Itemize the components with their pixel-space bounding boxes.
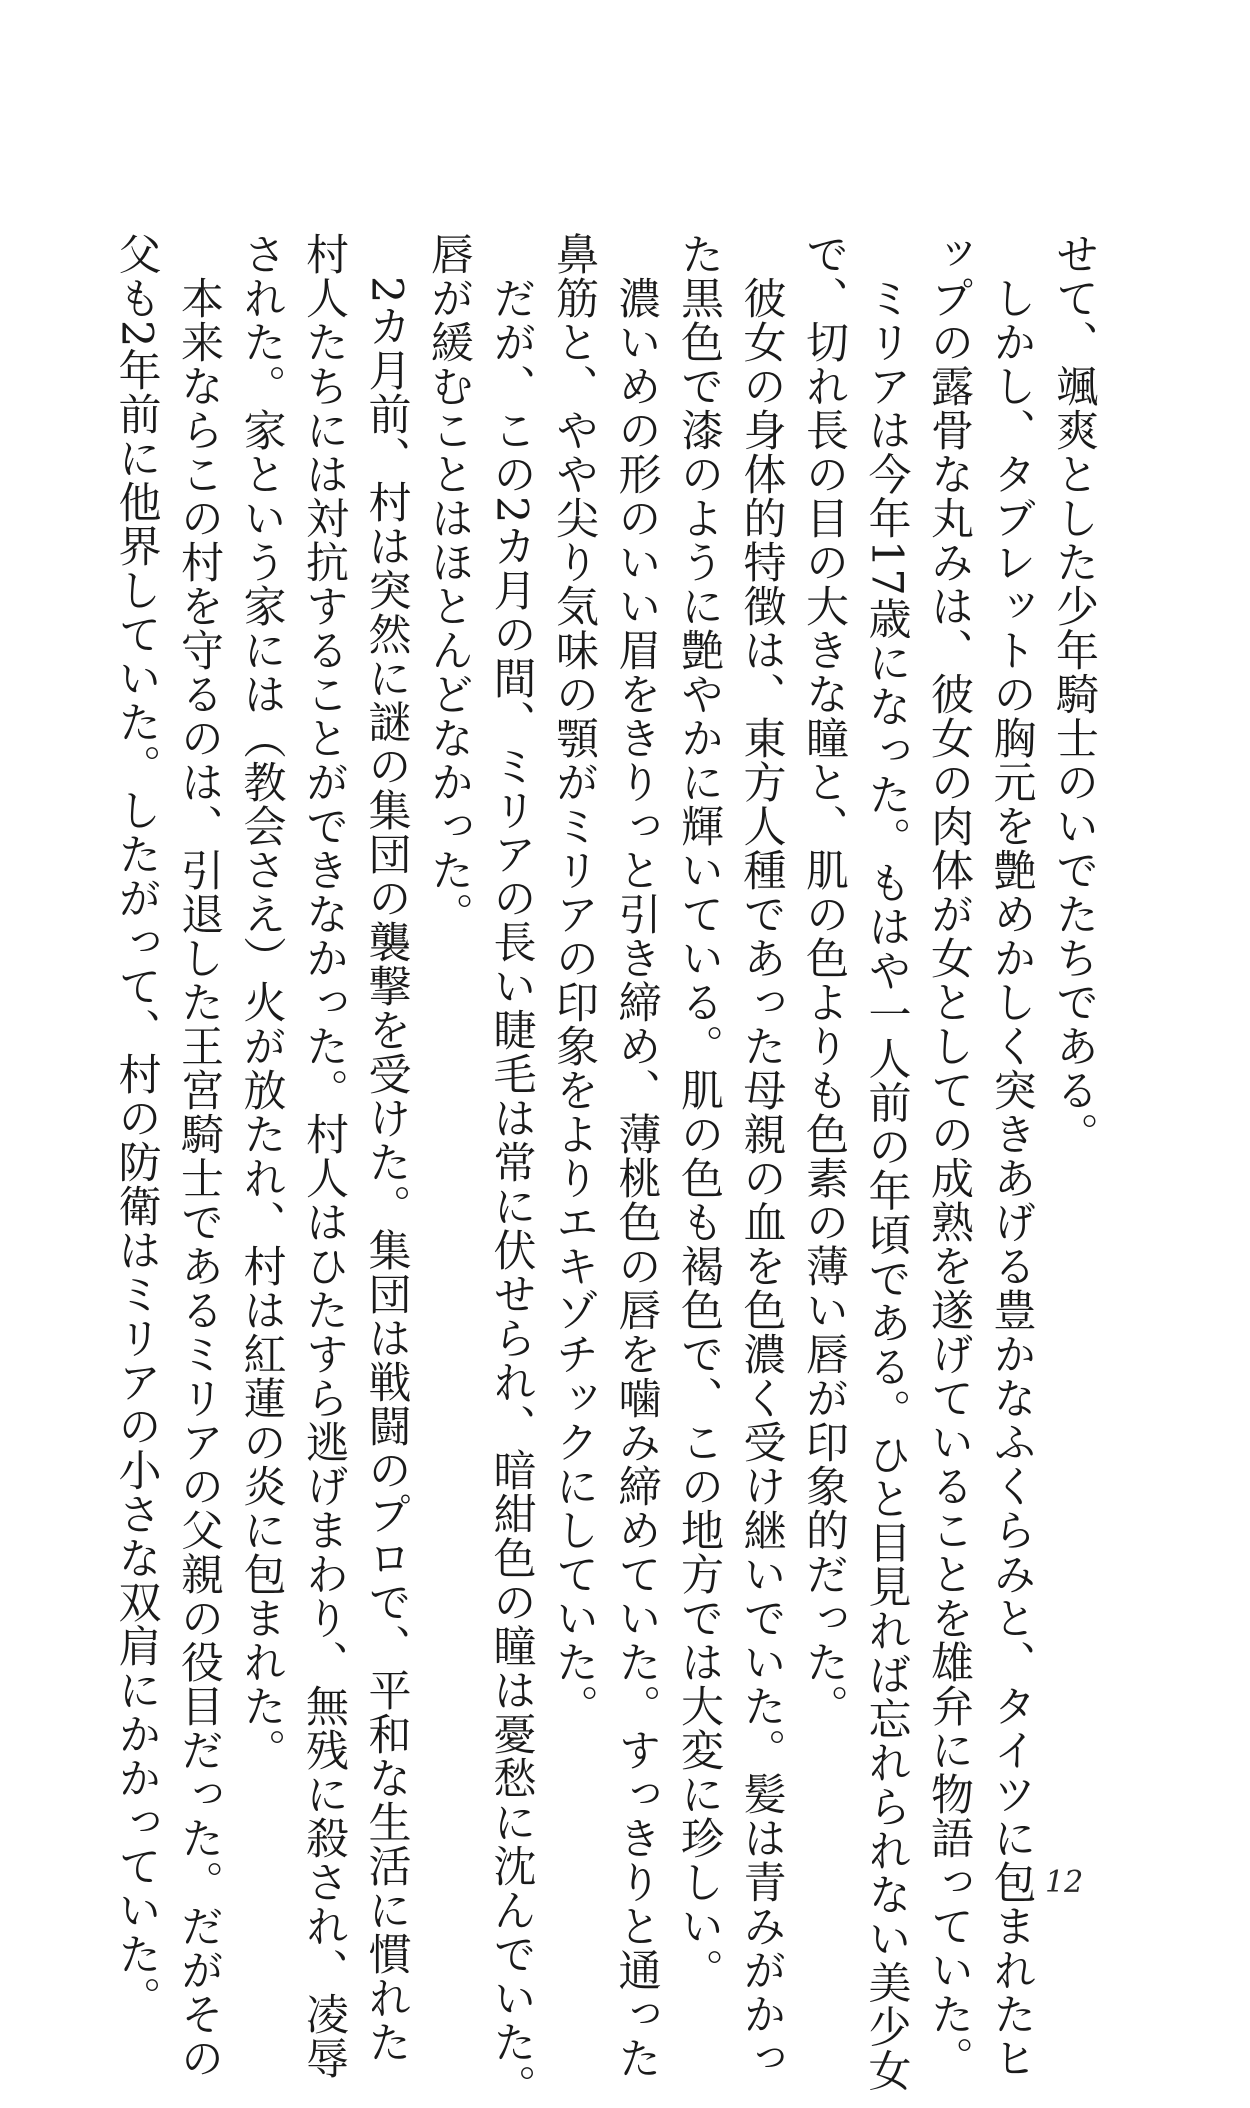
page-number: 12 [1045, 1865, 1084, 1900]
text-line: 濃いめの形のいい眉をきりっと引き締め、薄桃色の唇を噛み締めていた。すっきりと通った [611, 232, 662, 2080]
text-line: 本来ならこの村を守るのは、引退した王宮騎士であるミリアの父親の役目だった。だがその [174, 232, 224, 2080]
text-line: せて、颯爽とした少年騎士のいでたちである。 [1049, 232, 1099, 1156]
text-line: ミリアは今年17歳になった。もはや一人前の年頃である。ひと目見れば忘れられない美少女 [861, 232, 912, 2093]
text-line: された。家という家には（教会さえ）火が放たれ、村は紅蓮の炎に包まれた。 [236, 232, 287, 1772]
text-line: 唇が緩むことはほとんどなかった。 [424, 232, 474, 936]
text-line: 父も2年前に他界していた。したがって、村の防衛はミリアの小さな双肩にかかっていた。 [111, 232, 162, 2021]
text-line: ップの露骨な丸みは、彼女の肉体が女としての成熟を遂げていることを雄弁に物語っていた。 [924, 232, 974, 2080]
text-line: 鼻筋と、やや尖り気味の顎がミリアの印象をよりエキゾチックにしていた。 [549, 232, 599, 1728]
text-line: で、切れ長の目の大きな瞳と、肌の色よりも色素の薄い唇が印象的だった。 [799, 232, 849, 1728]
text-line: た黒色で漆のように艶やかに輝いている。肌の色も褐色で、この地方では大変に珍しい。 [674, 232, 724, 1992]
text-line: 村人たちには対抗することができなかった。村人はひたすら逃げまわり、無残に殺され、凌辱 [299, 232, 349, 2080]
text-line: しかし、タブレットの胸元を艶めかしく突きあげる豊かなふくらみと、タイツに包まれたヒ [986, 232, 1037, 2080]
text-line: 彼女の身体的特徴は、東方人種であった母親の血を色濃く受け継いでいた。髪は青みがかっ [736, 232, 787, 2080]
text-line: 2カ月前、村は突然に謎の集団の襲撃を受けた。集団は戦闘のプロで、平和な生活に慣れた [361, 232, 412, 2065]
text-line: だが、この2カ月の間、ミリアの長い睫毛は常に伏せられ、暗紺色の瞳は憂愁に沈んでいた。 [486, 232, 537, 2108]
